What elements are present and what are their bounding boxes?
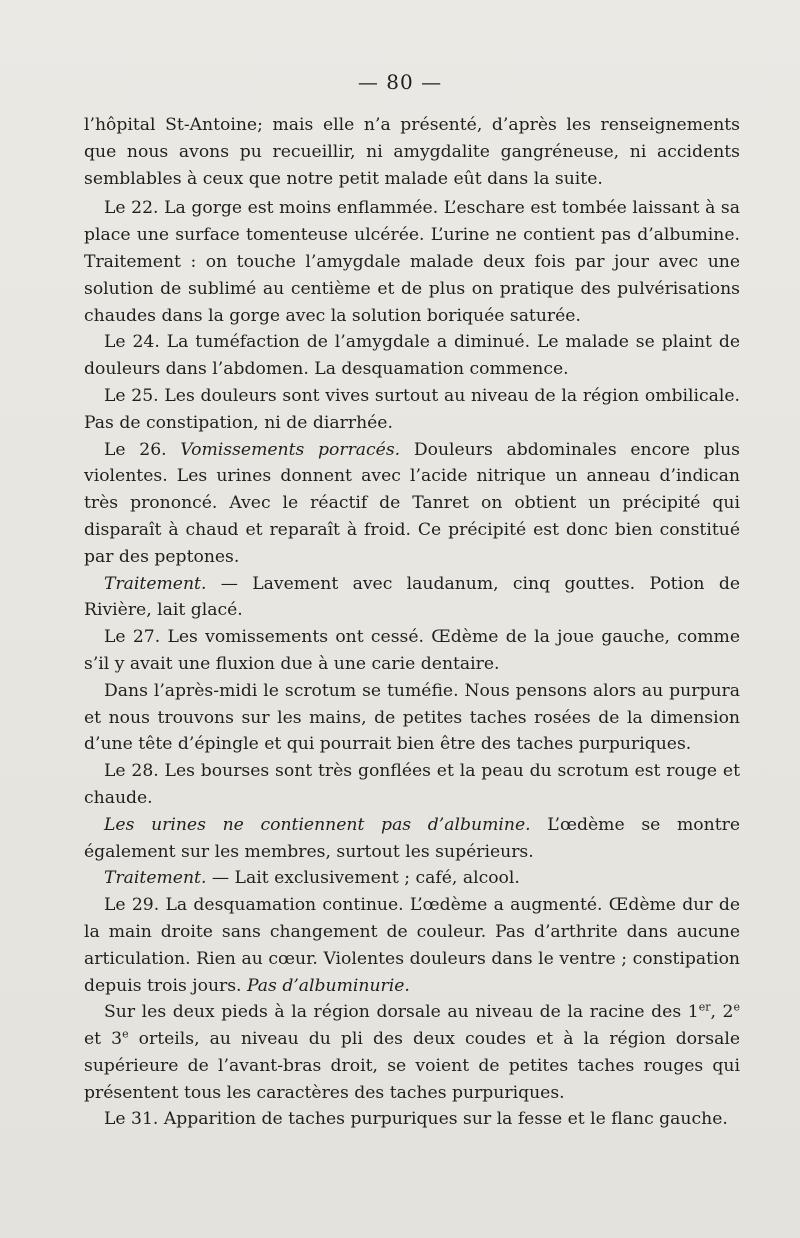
paragraph-text: et 3 <box>84 1029 123 1050</box>
paragraph <box>84 812 740 866</box>
paragraph: Le 22. La gorge est moins enflammée. L’eschare est tombée laissant à sa place une surface tomenteuse ulcérée. L’urine ne contient pas d’albumine. Traitement : on touche l’amygdale malade deux fois par jour avec une solution de sublimé au centième et de plus on pratique des pulvérisations chaudes dans la gorge avec la solution boriquée saturée. <box>84 198 740 326</box>
paragraph: Le 25. Les douleurs sont vives surtout au niveau de la région ombilicale. Pas de constipation, ni de diarrhée. <box>84 385 740 433</box>
page-number: — 80 — <box>357 70 443 94</box>
superscript: er <box>698 1000 711 1014</box>
paragraph <box>84 999 740 1106</box>
paragraph: Le 31. Apparition de taches purpuriques sur la fesse et le flanc gauche. <box>104 1109 728 1130</box>
paragraph: Dans l’après-midi le scrotum se tuméfie. Nous pensons alors au purpura et nous trouvons sur les mains, de petites taches rosées de la dimension d’une tête d’épingle et qui pourrait bien être des taches purpuriques. <box>84 680 740 755</box>
italic-phrase: Les urines ne contiennent pas d’albumine. <box>104 814 531 835</box>
paragraph-text: — Lavement avec laudanum, cinq gouttes. Potion de Rivière, lait glacé. <box>84 573 740 621</box>
paragraph-text: L’œdème se montre également sur les membres, surtout les supérieurs. <box>84 814 740 862</box>
paragraph <box>84 571 740 625</box>
italic-phrase: Traitement. <box>104 573 207 594</box>
paragraph-text: Le 29. La desquamation continue. L’œdème a augmenté. Œdème dur de la main droite sans changement de couleur. Pas d’arthrite dans aucune articulation. Rien au cœur. Violentes douleurs dans le ventre ; constipation depuis trois jours. <box>84 895 740 996</box>
body-text <box>84 112 740 1133</box>
paragraph: Le 27. Les vomissements ont cessé. Œdème de la joue gauche, comme s’il y avait une fluxion due à une carie dentaire. <box>84 627 740 674</box>
superscript: e <box>122 1027 129 1041</box>
paragraph: Le 28. Les bourses sont très gonflées et la peau du scrotum est rouge et chaude. <box>84 761 740 808</box>
italic-phrase: Pas d’albuminurie. <box>247 975 410 996</box>
paragraph <box>84 892 740 999</box>
paragraph-text: orteils, au niveau du pli des deux coudes et à la région dorsale supérieure de l’avant-bras droit, se voient de petites taches rouges qui présentent tous les caractères des taches purpuriques. <box>84 1029 740 1103</box>
paragraph-text: — Lait exclusivement ; café, alcool. <box>211 868 520 889</box>
italic-phrase: Traitement. <box>104 868 207 889</box>
italic-phrase: Vomissements porracés. <box>180 439 401 460</box>
paragraph-text: , 2 <box>710 1002 734 1023</box>
paragraph-text: Sur les deux pieds à la région dorsale au niveau de la racine des 1 <box>104 1002 699 1023</box>
paragraph <box>84 437 740 571</box>
paragraph: Le 24. La tuméfaction de l’amygdale a diminué. Le malade se plaint de douleurs dans l’abdomen. La desquamation commence. <box>84 332 740 380</box>
entry-date: Le 26. <box>104 439 167 460</box>
paragraph-text: Douleurs abdominales encore plus violentes. Les urines donnent avec l’acide nitrique un anneau d’indican très prononcé. Avec le réactif de Tanret on obtient un précipité qui disparaît à chaud et reparaît à froid. Ce précipité est donc bien constitué par des peptones. <box>84 439 740 567</box>
paragraph: l’hôpital St-Antoine; mais elle n’a présenté, d’après les renseignements que nous avons pu recueillir, ni amygdalite gangréneuse, ni accidents semblables à ceux que notre petit malade eût dans la suite. <box>84 115 740 189</box>
paragraph <box>84 865 740 892</box>
superscript: e <box>733 1000 740 1014</box>
